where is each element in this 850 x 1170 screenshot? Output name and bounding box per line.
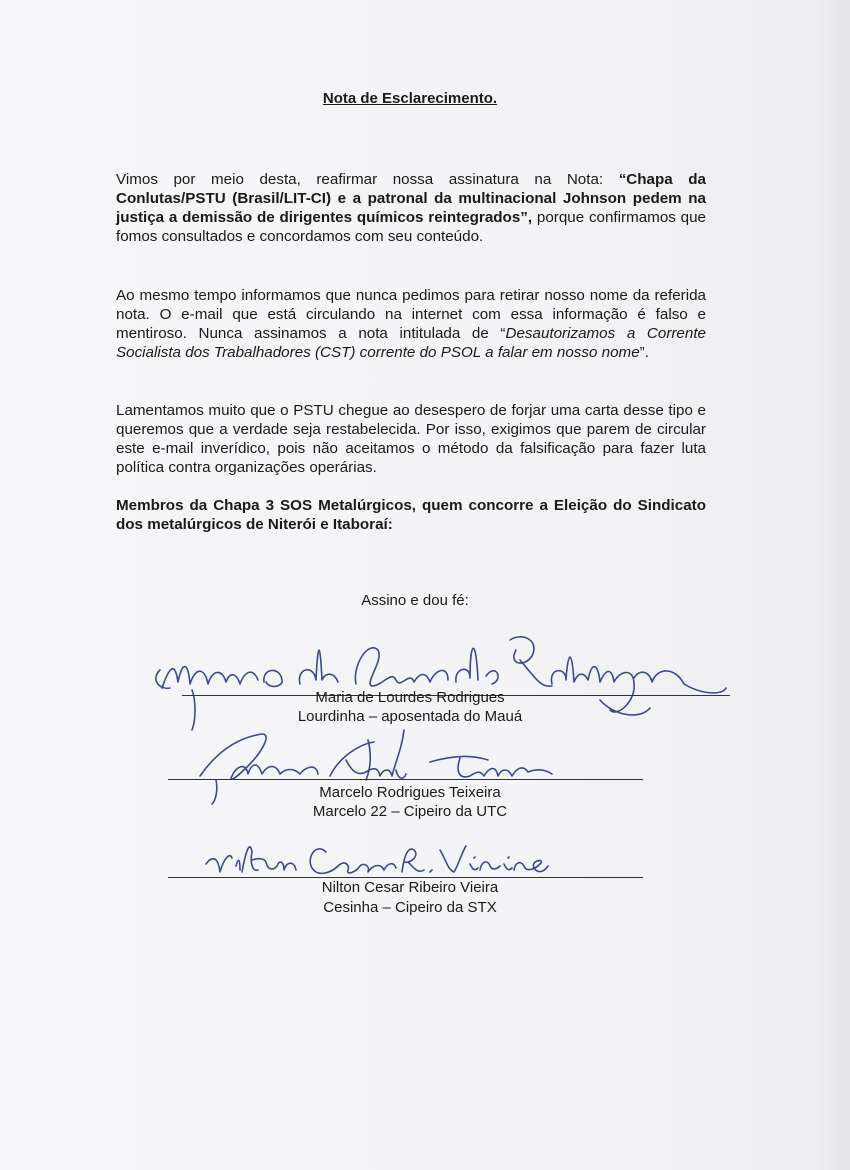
paragraph-2-text: Ao mesmo tempo informamos que nunca pedimos para retirar nosso nome da referida nota. O e-mail que está circulando na internet com essa informação é falso e mentiroso. Nunca assinamos a nota intitulada de “ [116, 287, 706, 342]
signatory-3-name: Nilton Cesar Ribeiro Vieira [321, 879, 499, 896]
paragraph-1-intro: Vimos por meio desta, reafirmar nossa assinatura na Nota: [116, 171, 619, 188]
paragraph-1-end: porque confirmamos que fomos consultados e concordamos com seu conteúdo. [116, 209, 706, 245]
document-title: Nota de Esclarecimento. [322, 90, 498, 107]
signatory-3-role: Cesinha – Cipeiro da STX [323, 899, 497, 916]
paragraph-2-italic: Desautorizamos a Corrente Socialista dos Trabalhadores (CST) corrente do PSOL a falar em nosso nome [116, 325, 706, 361]
paragraph-1-quote: “Chapa da Conlutas/PSTU (Brasil/LIT-CI) e a patronal da multinacional Johnson pedem na justiça a demissão de dirigentes químicos reintegrados”, [116, 171, 706, 226]
signatory-1-role: Lourdinha – aposentada do Mauá [297, 708, 523, 725]
signatory-2-role: Marcelo 22 – Cipeiro da UTC [312, 803, 508, 820]
paragraph-1 [116, 170, 706, 246]
paragraph-3: Lamentamos muito que o PSTU chegue ao desespero de forjar uma carta desse tipo e queremos que a verdade seja restabelecida. Por isso, exigimos que parem de circular este e-mail inverídico, pois não aceitamos o método da falsificação para fazer luta política contra organizações operárias. [116, 402, 706, 476]
assino-label: Assino e dou fé: [361, 592, 469, 609]
paragraph-2-end: ”. [639, 344, 649, 361]
paragraph-4: Membros da Chapa 3 SOS Metalúrgicos, quem concorre a Eleição do Sindicato dos metalúrgicos de Niterói e Itaboraí: [116, 497, 706, 533]
signatory-1-name: Maria de Lourdes Rodrigues [315, 689, 505, 706]
signature-line-2 [168, 779, 643, 780]
signatory-2-name: Marcelo Rodrigues Teixeira [319, 784, 501, 801]
paragraph-2 [116, 286, 706, 362]
